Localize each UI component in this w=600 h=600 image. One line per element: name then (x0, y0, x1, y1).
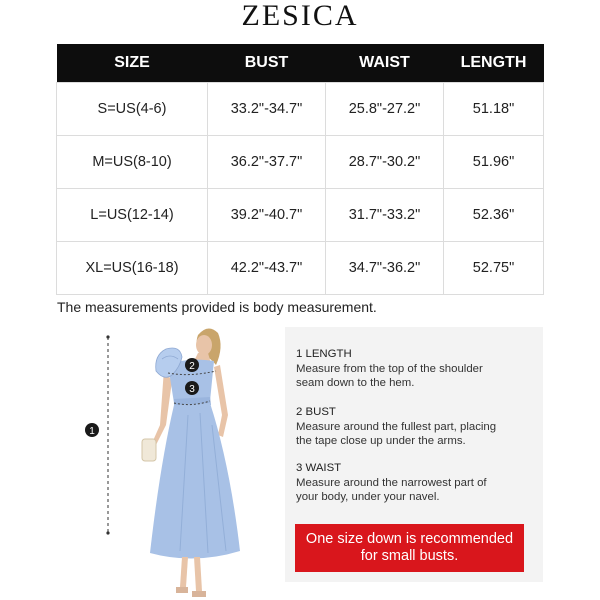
cell-length: 52.36" (444, 189, 544, 242)
marker-3-label: 3 (189, 384, 195, 395)
header-waist: WAIST (326, 44, 444, 83)
header-length: LENGTH (444, 44, 544, 83)
measurement-instructions-panel (285, 327, 543, 582)
dress-illustration (90, 325, 260, 600)
table-row (57, 83, 544, 136)
right-shoe (192, 591, 206, 597)
size-recommendation-alert (295, 524, 524, 572)
marker-2-label: 2 (189, 361, 195, 372)
cell-bust: 39.2"-40.7" (208, 189, 326, 242)
instruction-title: 2 BUST (296, 406, 336, 418)
cell-waist: 28.7"-30.2" (326, 136, 444, 189)
cell-size: L=US(12-14) (57, 189, 208, 242)
cell-waist: 34.7"-36.2" (326, 242, 444, 295)
cell-length: 52.75" (444, 242, 544, 295)
instruction-length (296, 347, 536, 391)
header-size: SIZE (57, 44, 208, 83)
cell-waist: 31.7"-33.2" (326, 189, 444, 242)
measurement-note: The measurements provided is body measurement. (57, 299, 377, 315)
instruction-title: 3 WAIST (296, 462, 342, 474)
instruction-text: Measure around the fullest part, placing (296, 420, 497, 433)
instruction-bust (296, 405, 536, 449)
instruction-title: 1 LENGTH (296, 348, 352, 360)
instruction-text: Measure around the narrowest part of (296, 476, 487, 489)
size-chart-table (56, 44, 544, 295)
marker-1-label: 1 (89, 426, 95, 437)
header-bust: BUST (208, 44, 326, 83)
instruction-text: your body, under your navel. (296, 491, 440, 503)
cell-length: 51.18" (444, 83, 544, 136)
cell-length: 51.96" (444, 136, 544, 189)
size-chart-header-row (57, 44, 544, 83)
marker-3 (185, 381, 199, 395)
cell-bust: 33.2"-34.7" (208, 83, 326, 136)
alert-line: One size down is recommended (305, 531, 514, 547)
head-shape (196, 335, 212, 355)
cell-bust: 42.2"-43.7" (208, 242, 326, 295)
cell-size: S=US(4-6) (57, 83, 208, 136)
model-figure (90, 325, 260, 600)
left-shoe (176, 587, 188, 593)
instruction-text: Measure from the top of the shoulder (296, 362, 483, 375)
cell-size: M=US(8-10) (57, 136, 208, 189)
cell-bust: 36.2"-37.7" (208, 136, 326, 189)
instruction-text: seam down to the hem. (296, 377, 415, 389)
alert-line: for small busts. (360, 548, 459, 564)
marker-1 (85, 423, 99, 437)
cell-size: XL=US(16-18) (57, 242, 208, 295)
marker-2 (185, 358, 199, 372)
brand-logo: ZESICA (241, 0, 359, 32)
table-row (57, 189, 544, 242)
clutch-bag (142, 439, 156, 461)
instruction-text: the tape close up under the arms. (296, 435, 466, 447)
cell-waist: 25.8"-27.2" (326, 83, 444, 136)
table-row (57, 242, 544, 295)
table-row (57, 136, 544, 189)
instruction-waist (296, 461, 536, 505)
